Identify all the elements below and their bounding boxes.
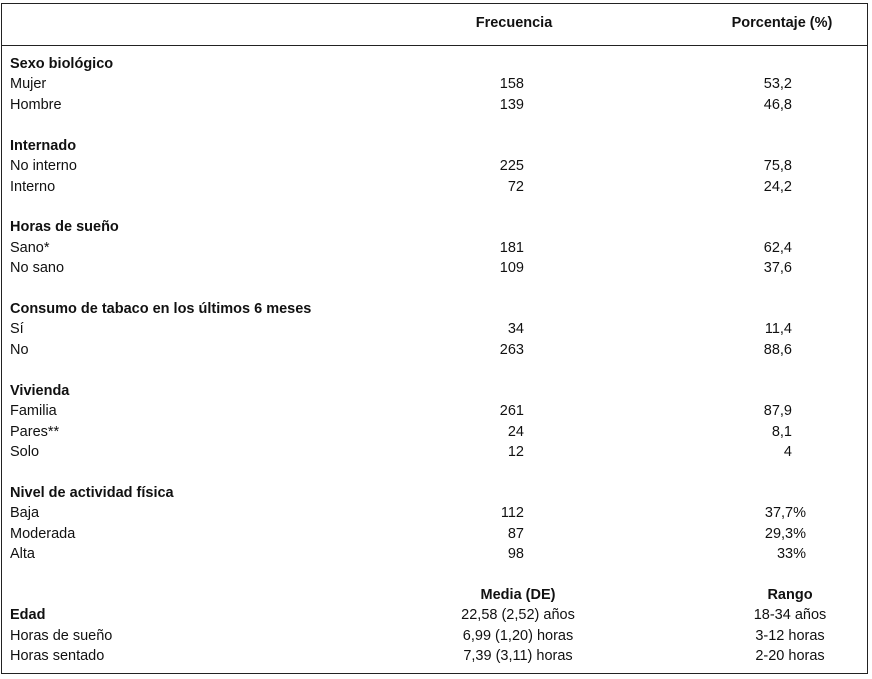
section-title-sleep <box>0 219 872 239</box>
section-title: Internado <box>10 138 77 154</box>
row-percentage: 87,9 <box>763 403 792 419</box>
row-label: No interno <box>10 158 77 174</box>
row-label: Solo <box>10 444 40 460</box>
row-percentage: 53,2 <box>763 76 792 92</box>
section-title: Horas de sueño <box>10 219 119 235</box>
row-frequency: 98 <box>507 546 524 562</box>
row-mean: 7,39 (3,11) horas <box>463 648 573 664</box>
row-percentage: 37,6 <box>763 260 792 276</box>
header-mean-sd: Media (DE) <box>480 587 556 603</box>
row-frequency: 158 <box>499 76 524 92</box>
row-range: 3-12 horas <box>755 628 825 644</box>
row-label: Mujer <box>10 76 47 92</box>
header-frequency: Frecuencia <box>475 15 553 31</box>
row-mean: 22,58 (2,52) años <box>461 607 575 623</box>
row-label: Horas sentado <box>10 648 105 664</box>
row-label: Sano* <box>10 240 50 256</box>
continuous-header <box>0 587 872 607</box>
row-label: Pares** <box>10 424 60 440</box>
table-row <box>0 76 872 96</box>
section-title: Sexo biológico <box>10 56 114 72</box>
row-percentage: 8,1 <box>771 424 792 440</box>
row-mean: 6,99 (1,20) horas <box>462 628 574 644</box>
section-title-housing <box>0 383 872 403</box>
row-frequency: 87 <box>507 526 524 542</box>
table-row <box>0 424 872 444</box>
row-label: No <box>10 342 29 358</box>
table-row <box>0 240 872 260</box>
row-percentage: 29,3% <box>764 526 806 542</box>
row-percentage: 75,8 <box>763 158 792 174</box>
header-divider <box>1 45 868 46</box>
row-frequency: 34 <box>507 321 524 337</box>
row-frequency: 225 <box>499 158 524 174</box>
section-title-sex <box>0 56 872 76</box>
row-range: 2-20 horas <box>755 648 825 664</box>
table-row <box>0 403 872 423</box>
row-frequency: 72 <box>507 179 524 195</box>
row-percentage: 11,4 <box>764 321 792 337</box>
section-title: Consumo de tabaco en los últimos 6 meses <box>10 301 312 317</box>
row-label: Horas de sueño <box>10 628 113 644</box>
table-row <box>0 179 872 199</box>
table-row <box>0 607 872 627</box>
section-title: Nivel de actividad física <box>10 485 174 501</box>
section-title-tobacco <box>0 301 872 321</box>
row-percentage: 46,8 <box>763 97 792 113</box>
table-row <box>0 628 872 648</box>
row-percentage: 24,2 <box>763 179 792 195</box>
table-row <box>0 260 872 280</box>
row-frequency: 24 <box>507 424 524 440</box>
row-label: Edad <box>10 607 46 623</box>
row-frequency: 12 <box>507 444 524 460</box>
row-label: Moderada <box>10 526 76 542</box>
section-title-activity <box>0 485 872 505</box>
table-row <box>0 648 872 668</box>
section-title-boarding <box>0 138 872 158</box>
row-frequency: 139 <box>499 97 524 113</box>
row-label: Baja <box>10 505 40 521</box>
header-range: Rango <box>767 587 813 603</box>
row-label: Alta <box>10 546 35 562</box>
row-percentage: 33% <box>776 546 806 562</box>
row-percentage: 62,4 <box>763 240 792 256</box>
row-label: No sano <box>10 260 65 276</box>
row-label: Interno <box>10 179 56 195</box>
row-label: Familia <box>10 403 57 419</box>
header-percentage: Porcentaje (%) <box>731 15 833 31</box>
table-row <box>0 97 872 117</box>
table-row <box>0 526 872 546</box>
row-label: Hombre <box>10 97 62 113</box>
row-frequency: 109 <box>499 260 524 276</box>
row-frequency: 181 <box>499 240 524 256</box>
table-row <box>0 505 872 525</box>
table-row <box>0 444 872 464</box>
table-row <box>0 546 872 566</box>
row-percentage: 88,6 <box>763 342 792 358</box>
row-percentage: 4 <box>783 444 792 460</box>
section-title: Vivienda <box>10 383 70 399</box>
row-label: Sí <box>10 321 24 337</box>
table-row <box>0 321 872 341</box>
row-frequency: 263 <box>499 342 524 358</box>
row-percentage: 37,7% <box>764 505 806 521</box>
table-row <box>0 342 872 362</box>
row-frequency: 112 <box>500 505 524 521</box>
row-range: 18-34 años <box>753 607 827 623</box>
table-row <box>0 158 872 178</box>
row-frequency: 261 <box>499 403 524 419</box>
